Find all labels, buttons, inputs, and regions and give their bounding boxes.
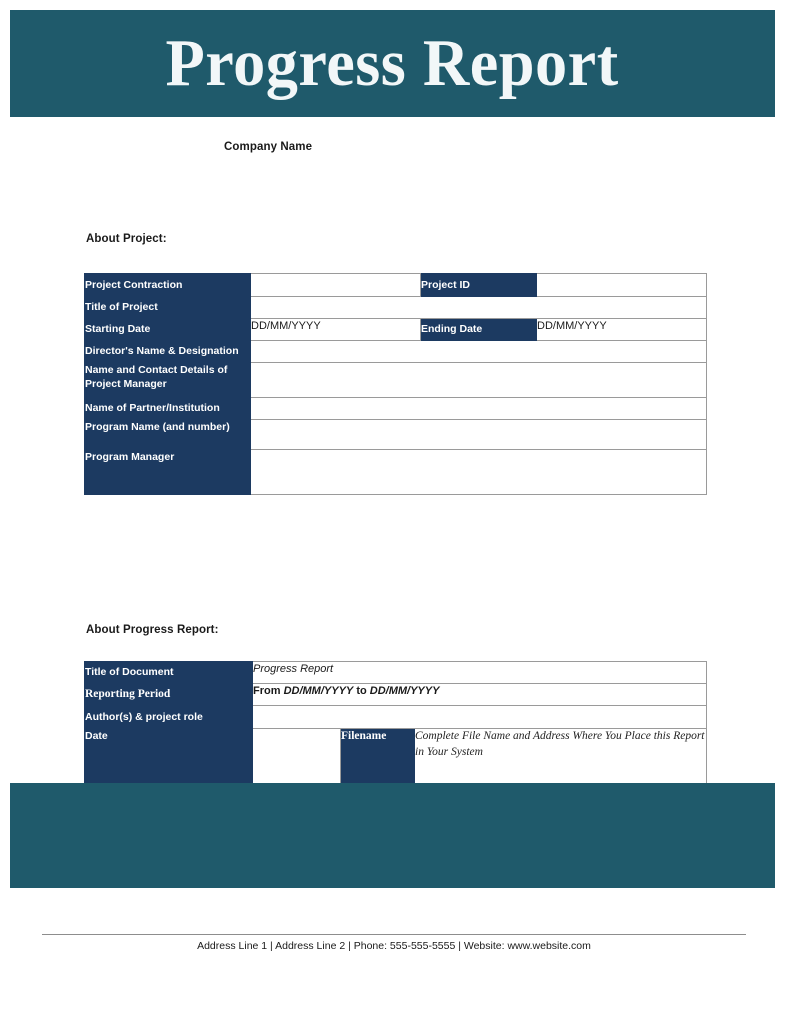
cell-value-reporting-period[interactable] bbox=[253, 684, 707, 706]
footer-contact-info: Address Line 1 | Address Line 2 | Phone: 555-555-5555 | Website: www.website.com bbox=[197, 940, 591, 952]
period-mid: to bbox=[356, 685, 367, 697]
cell-label-program-name: Program Name (and number) bbox=[85, 420, 251, 450]
company-name: Company Name bbox=[224, 141, 313, 153]
about-progress-report-table bbox=[84, 661, 707, 784]
about-project-table bbox=[84, 273, 707, 495]
period-prefix: From bbox=[253, 685, 281, 697]
cell-value-filename[interactable]: Complete File Name and Address Where You Place this Report in Your System bbox=[415, 729, 707, 784]
cell-label-project-manager-contact: Name and Contact Details of Project Manager bbox=[85, 363, 251, 398]
page-title: Progress Report bbox=[165, 26, 620, 100]
cell-label-filename: Filename bbox=[341, 729, 415, 784]
table-row bbox=[85, 706, 707, 729]
table-row bbox=[85, 420, 707, 450]
cell-value-ending-date[interactable]: DD/MM/YYYY bbox=[537, 319, 707, 341]
cell-label-title-of-document: Title of Document bbox=[85, 662, 253, 684]
cell-value-starting-date[interactable]: DD/MM/YYYY bbox=[251, 319, 421, 341]
table-row bbox=[85, 341, 707, 363]
cell-value-date[interactable] bbox=[253, 729, 341, 784]
table-row bbox=[85, 662, 707, 684]
cell-label-name-of-partner: Name of Partner/Institution bbox=[85, 398, 251, 420]
cell-label-title-of-project: Title of Project bbox=[85, 297, 251, 319]
table-row bbox=[85, 729, 707, 784]
table-row bbox=[85, 398, 707, 420]
cell-value-project-contraction[interactable] bbox=[251, 274, 421, 297]
cell-label-starting-date: Starting Date bbox=[85, 319, 251, 341]
cell-value-project-manager-contact[interactable] bbox=[251, 363, 707, 398]
header-banner bbox=[10, 10, 775, 117]
section-heading-about-progress-report: About Progress Report: bbox=[86, 624, 219, 636]
cell-label-ending-date: Ending Date bbox=[421, 319, 537, 341]
cell-value-program-name[interactable] bbox=[251, 420, 707, 450]
cell-label-program-manager: Program Manager bbox=[85, 450, 251, 495]
table-row bbox=[85, 319, 707, 341]
footer-banner bbox=[10, 783, 775, 888]
cell-value-program-manager[interactable] bbox=[251, 450, 707, 495]
table-row bbox=[85, 450, 707, 495]
table-row bbox=[85, 297, 707, 319]
table-row bbox=[85, 274, 707, 297]
cell-value-authors-project-role[interactable] bbox=[253, 706, 707, 729]
table-row bbox=[85, 684, 707, 706]
footer-divider bbox=[42, 934, 746, 935]
cell-value-directors-name-designation[interactable] bbox=[251, 341, 707, 363]
cell-label-authors-project-role: Author(s) & project role bbox=[85, 706, 253, 729]
cell-label-reporting-period: Reporting Period bbox=[85, 684, 253, 706]
cell-value-name-of-partner[interactable] bbox=[251, 398, 707, 420]
cell-value-title-of-project[interactable] bbox=[251, 297, 707, 319]
cell-label-project-contraction: Project Contraction bbox=[85, 274, 251, 297]
period-date-from: DD/MM/YYYY bbox=[283, 685, 354, 697]
cell-label-directors-name-designation: Director's Name & Designation bbox=[85, 341, 251, 363]
cell-value-project-id[interactable] bbox=[537, 274, 707, 297]
cell-value-title-of-document[interactable]: Progress Report bbox=[253, 662, 707, 684]
section-heading-about-project: About Project: bbox=[86, 233, 167, 245]
cell-label-project-id: Project ID bbox=[421, 274, 537, 297]
cell-label-date: Date bbox=[85, 729, 253, 784]
period-date-to: DD/MM/YYYY bbox=[369, 685, 440, 697]
table-row bbox=[85, 363, 707, 398]
